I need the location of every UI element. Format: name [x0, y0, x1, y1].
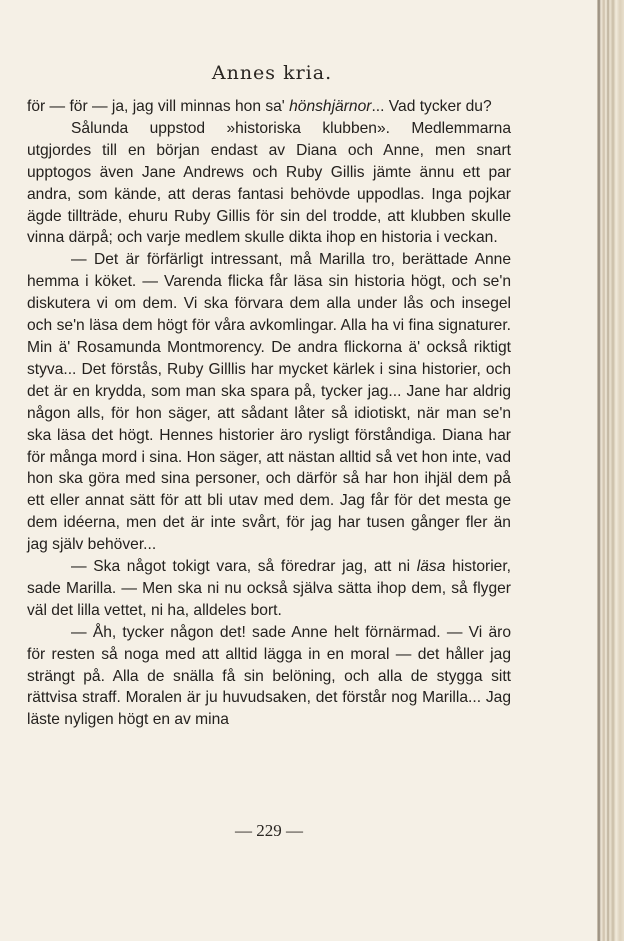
paragraph-1-text-b: ... Vad tycker du? [371, 98, 492, 115]
page-body-text [27, 96, 511, 731]
running-title: Annes kria. [211, 62, 333, 84]
page-number: — 229 — [235, 821, 303, 840]
paragraph-4 [27, 556, 511, 622]
paragraph-4-text-a: — Ska något tokigt vara, så föredrar jag, att ni [71, 558, 417, 576]
paragraph-4-emphasis: läsa [416, 558, 446, 576]
paragraph-1 [27, 96, 511, 118]
paragraph-4-text-b: historier, sade Marilla. — Men ska ni nu också själva sätta ihop dem, så flyger väl det lilla vettet, ni ha, alldeles bort. [27, 558, 512, 619]
paragraph-1-text-a: för — för — ja, jag vill minnas hon sa' [27, 98, 290, 115]
paragraph-2: Sålunda uppstod »historiska klubben». Medlemmarna utgjordes till en början endast av Diana och Anne, men snart upptogos även Jane Andrews och Ruby Gillis jämte ännu ett par andra, som kände, att deras fantasi behövde uppodlas. Inga pojkar ägde tillträde, ehuru Ruby Gillis för sin del trodde, att klubben skulle vinna därpå; och varje medlem skulle dikta ihop en historia i veckan. [27, 119, 511, 247]
paragraph-5: — Åh, tycker någon det! sade Anne helt förnärmad. — Vi äro för resten så noga med att alltid lägga in en moral — det håller jag strängt på. Alla de snälla få sin belöning, och alla de stygga sitt rättvisa straff. Moralen är ju huvudsaken, det förstår nog Marilla... Jag läste nyligen högt en av mina [27, 623, 511, 729]
paragraph-3: — Det är förfärligt intressant, må Marilla tro, berättade Anne hemma i köket. — Varenda flicka får läsa sin historia högt, och se'n diskutera vi om dem. Vi ska förvara dem alla under lås och insegel och se'n läsa dem högt för våra avkomlingar. Alla ha vi fina signaturer. Min ä' Rosamunda Montmorency. De andra flickorna ä' också riktigt styva... Det förstås, Ruby Gilllis har mycket kärlek i sina historier, och det är en krydda, som man ska spara på, tycker jag... Jane har aldrig någon alls, för hon säger, att sådant låter så idiotiskt, när man se'n ska läsa det högt. Hennes historier äro rysligt förståndiga. Diana har för många mord i sina. Hon säger, att nästan alltid så vet hon inte, vad hon ska göra med sina personer, och därför så har hon ihjäl dem på ett eller annat sätt för att bli utav med dem. Jag får för det mesta ge dem idéerna, men det är inte svårt, för jag har tusen gånger fler än jag själv behöver... [27, 251, 511, 554]
book-spine-edge [597, 0, 624, 941]
paragraph-1-emphasis: hönshjärnor [289, 98, 372, 115]
